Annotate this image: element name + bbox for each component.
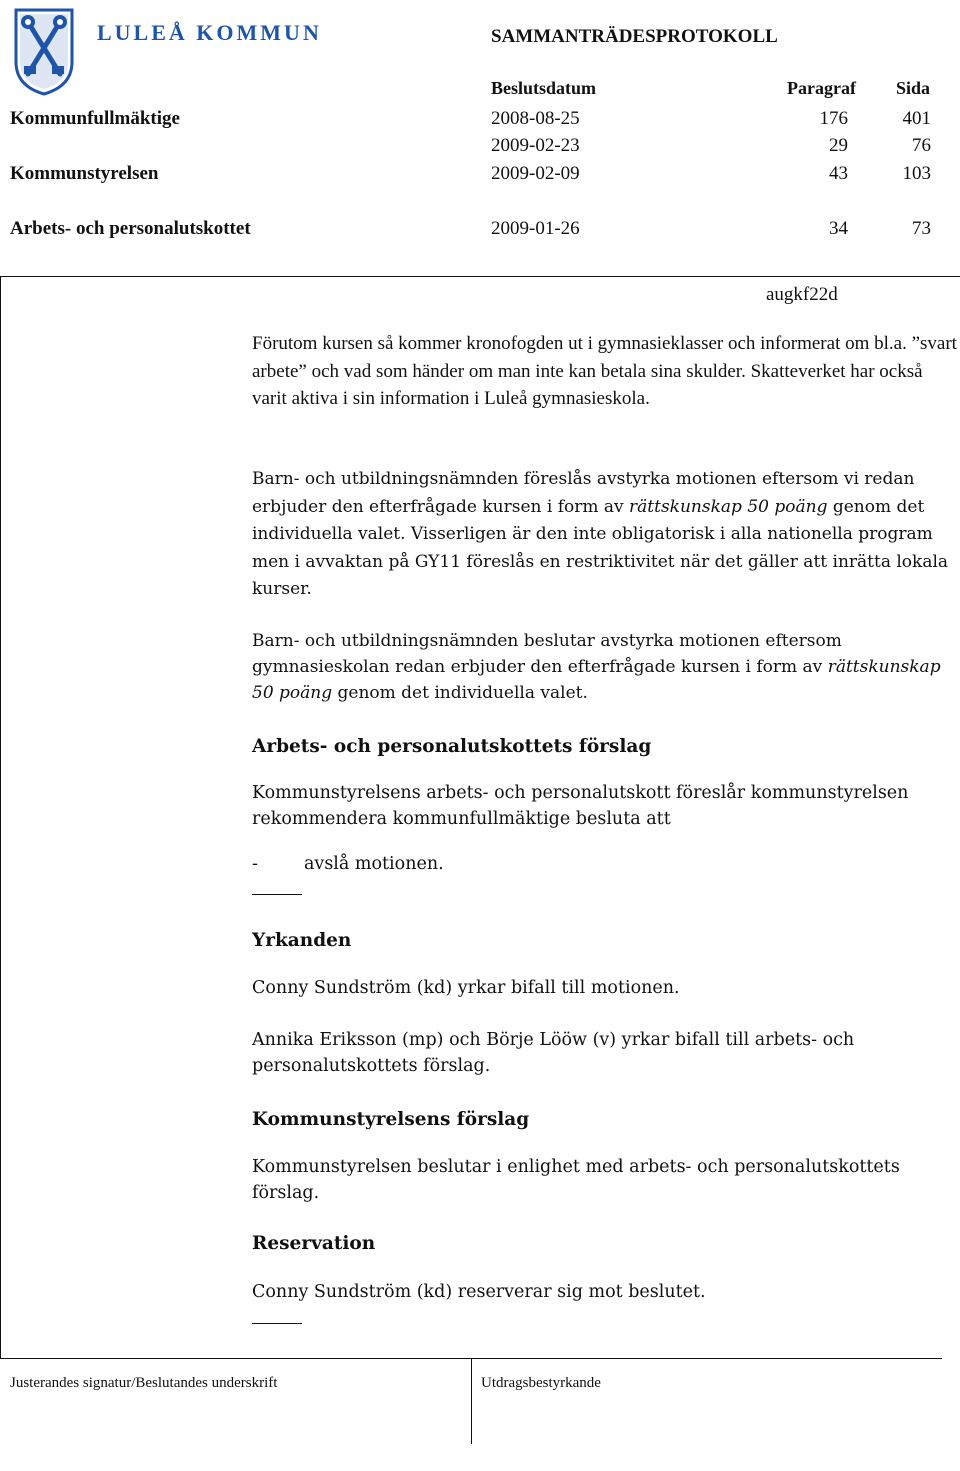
heading-yrkanden: Yrkanden [252,930,352,951]
au-proposal-text: Kommunstyrelsens arbets- och personalutskott föreslår kommunstyrelsen rekommendera kommunfullmäktige besluta att [252,783,909,829]
course-name: rättskunskap 50 poäng [252,657,941,703]
meeting-date: 2009-02-23 [491,135,580,156]
paragraph-1: Förutom kursen så kommer kronofogden ut i gymnasieklasser och informerat om bl.a. ”svart arbete” och vad som händer om man inte kan betala sina skulder. Skatteverket har också varit aktiva i sin information i Luleå gymnasieskola. [252,333,957,409]
heading-ks-proposal: Kommunstyrelsens förslag [252,1109,530,1130]
short-divider [252,1323,302,1324]
document-title: SAMMANTRÄDESPROTOKOLL [491,26,778,47]
list-item: avslå motionen. [304,854,444,874]
yrkande-2: Annika Eriksson (mp) och Börje Lööw (v) yrkar bifall till arbets- och personalutskottets förslag. [252,1030,855,1076]
col-header-paragraph: Paragraf [787,78,856,98]
meeting-page: 76 [912,135,931,156]
meeting-date: 2008-08-25 [491,108,580,129]
meeting-body: Arbets- och personalutskottet [10,218,251,239]
frame-top-border [0,276,960,277]
meeting-body: Kommunstyrelsen [10,163,159,184]
footer-column-separator [471,1358,472,1444]
meeting-page: 73 [912,218,931,239]
org-name: LULEÅ KOMMUN [97,20,322,45]
meeting-body: Kommunfullmäktige [10,108,180,129]
meeting-paragraph: 29 [829,135,848,156]
certification-label: Utdragsbestyrkande [481,1375,601,1391]
heading-au-proposal: Arbets- och personalutskottets förslag [252,736,652,757]
meeting-date: 2009-02-09 [491,163,580,184]
course-name: rättskunskap 50 poäng [629,496,828,517]
ks-proposal-text: Kommunstyrelsen beslutar i enlighet med arbets- och personalutskottets förslag. [252,1157,900,1203]
heading-reservation: Reservation [252,1233,376,1254]
paragraph-3: Barn- och utbildningsnämnden beslutar avstyrka motionen eftersom gymnasieskolan redan erbjuder den efterfrågade kursen i form av rättskunskap 50 poäng genom det individuella valet. [252,631,941,703]
yrkande-1: Conny Sundström (kd) yrkar bifall till motionen. [252,978,680,998]
reservation-text: Conny Sundström (kd) reserverar sig mot beslutet. [252,1282,706,1302]
document-id: augkf22d [766,284,838,305]
col-header-page: Sida [895,78,930,98]
short-divider [252,894,302,895]
frame-left-border [0,276,1,1358]
municipality-coat-of-arms-icon [12,6,76,96]
meeting-page: 103 [902,163,931,184]
meeting-paragraph: 176 [819,108,848,129]
meeting-paragraph: 43 [829,163,848,184]
meeting-date: 2009-01-26 [491,218,580,239]
list-dash: - [252,854,258,874]
paragraph-2: Barn- och utbildningsnämnden föreslås avstyrka motionen eftersom vi redan erbjuder den efterfrågade kursen i form av rättskunskap 50 poäng genom det individuella valet. Visserligen är den inte obligatorisk i alla nationella program men i avvaktan på GY11 föreslås en restriktivitet när det gäller att inrätta lokala kurser. [252,469,949,599]
col-header-date: Beslutsdatum [491,78,597,98]
meeting-paragraph: 34 [829,218,848,239]
meeting-page: 401 [902,108,931,129]
signature-label: Justerandes signatur/Beslutandes underskrift [10,1375,278,1391]
